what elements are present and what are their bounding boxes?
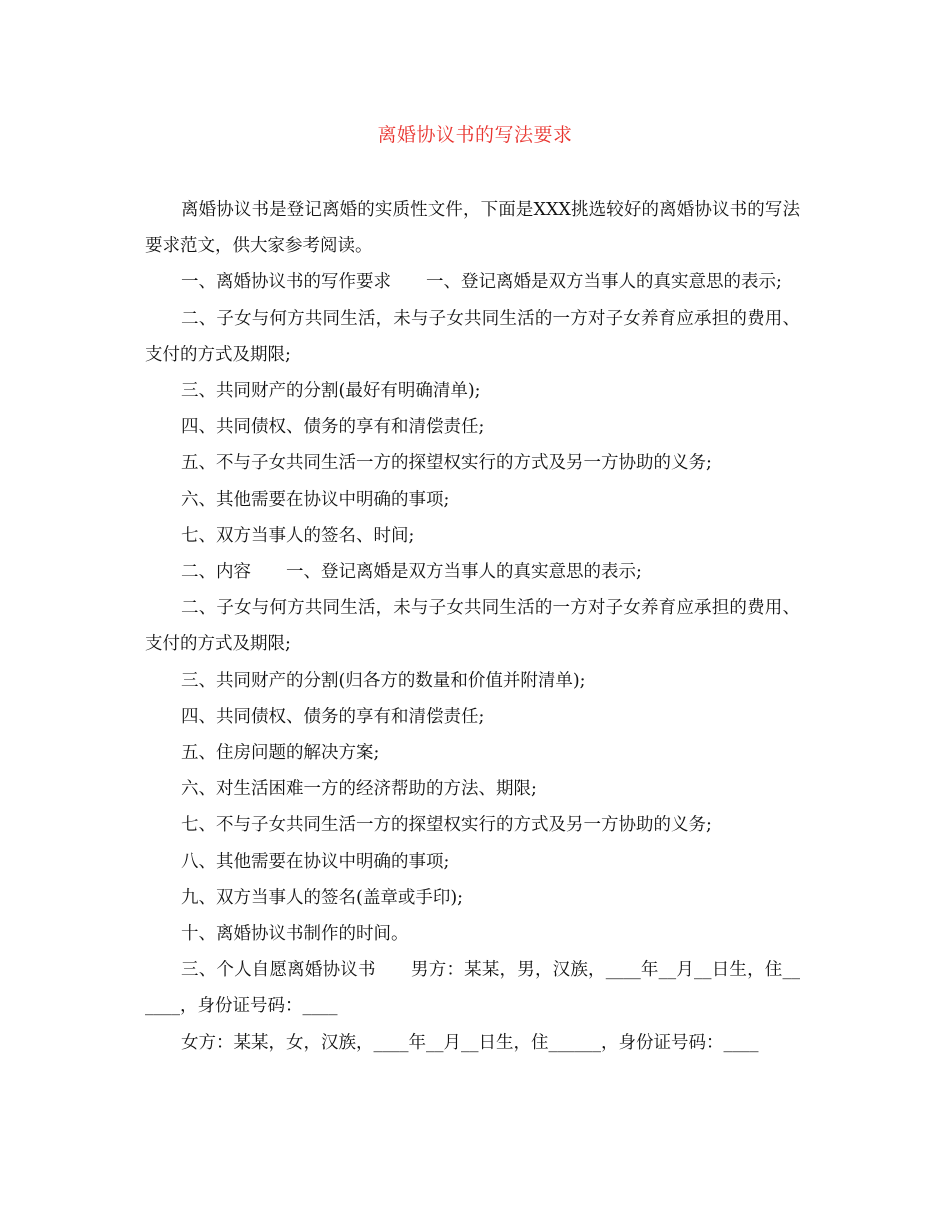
paragraph-item: 五、住房问题的解决方案; <box>181 743 380 764</box>
paragraph-item: 七、双方当事人的签名、时间; <box>181 525 415 546</box>
paragraph-item: 女方：某某，女，汉族，____年__月__日生，住______，身份证号码：____ <box>181 1032 759 1053</box>
paragraph-item: 二、子女与何方共同生活，未与子女共同生活的一方对子女养育应承担的费用、支付的方式及期限; <box>145 598 800 655</box>
paragraph-item: 九、双方当事人的签名(盖章或手印); <box>181 887 464 908</box>
paragraph-item: 三、共同财产的分割(归各方的数量和价值并附清单); <box>181 670 586 691</box>
paragraph-item: 六、对生活困难一方的经济帮助的方法、期限; <box>181 779 537 800</box>
paragraph-item: 四、共同债权、债务的享有和清偿责任; <box>181 417 485 438</box>
paragraph-item: 五、不与子女共同生活一方的探望权实行的方式及另一方协助的义务; <box>181 453 712 474</box>
paragraph-item: 六、其他需要在协议中明确的事项; <box>181 489 450 510</box>
paragraph-item: 三、共同财产的分割(最好有明确清单); <box>181 381 481 402</box>
paragraph-section-2-heading: 二、内容 一、登记离婚是双方当事人的真实意思的表示; <box>181 562 642 583</box>
paragraph-item: 四、共同债权、债务的享有和清偿责任; <box>181 706 485 727</box>
paragraph-section-3-heading: 三、个人自愿离婚协议书 男方：某某，男，汉族，____年__月__日生，住______，身份证号码：____ <box>145 960 800 1017</box>
paragraph-item: 十、离婚协议书制作的时间。 <box>181 924 409 945</box>
paragraph-section-1-heading: 一、离婚协议书的写作要求 一、登记离婚是双方当事人的真实意思的表示; <box>181 272 782 293</box>
document-body <box>145 192 800 1061</box>
paragraph-intro: 离婚协议书是登记离婚的实质性文件，下面是XXX挑选较好的离婚协议书的写法要求范文，供大家参考阅读。 <box>145 200 800 257</box>
document-title: 离婚协议书的写法要求 <box>377 124 573 146</box>
paragraph-item: 二、子女与何方共同生活，未与子女共同生活的一方对子女养育应承担的费用、支付的方式及期限; <box>145 308 800 365</box>
paragraph-item: 七、不与子女共同生活一方的探望权实行的方式及另一方协助的义务; <box>181 815 712 836</box>
paragraph-item: 八、其他需要在协议中明确的事项; <box>181 851 450 872</box>
